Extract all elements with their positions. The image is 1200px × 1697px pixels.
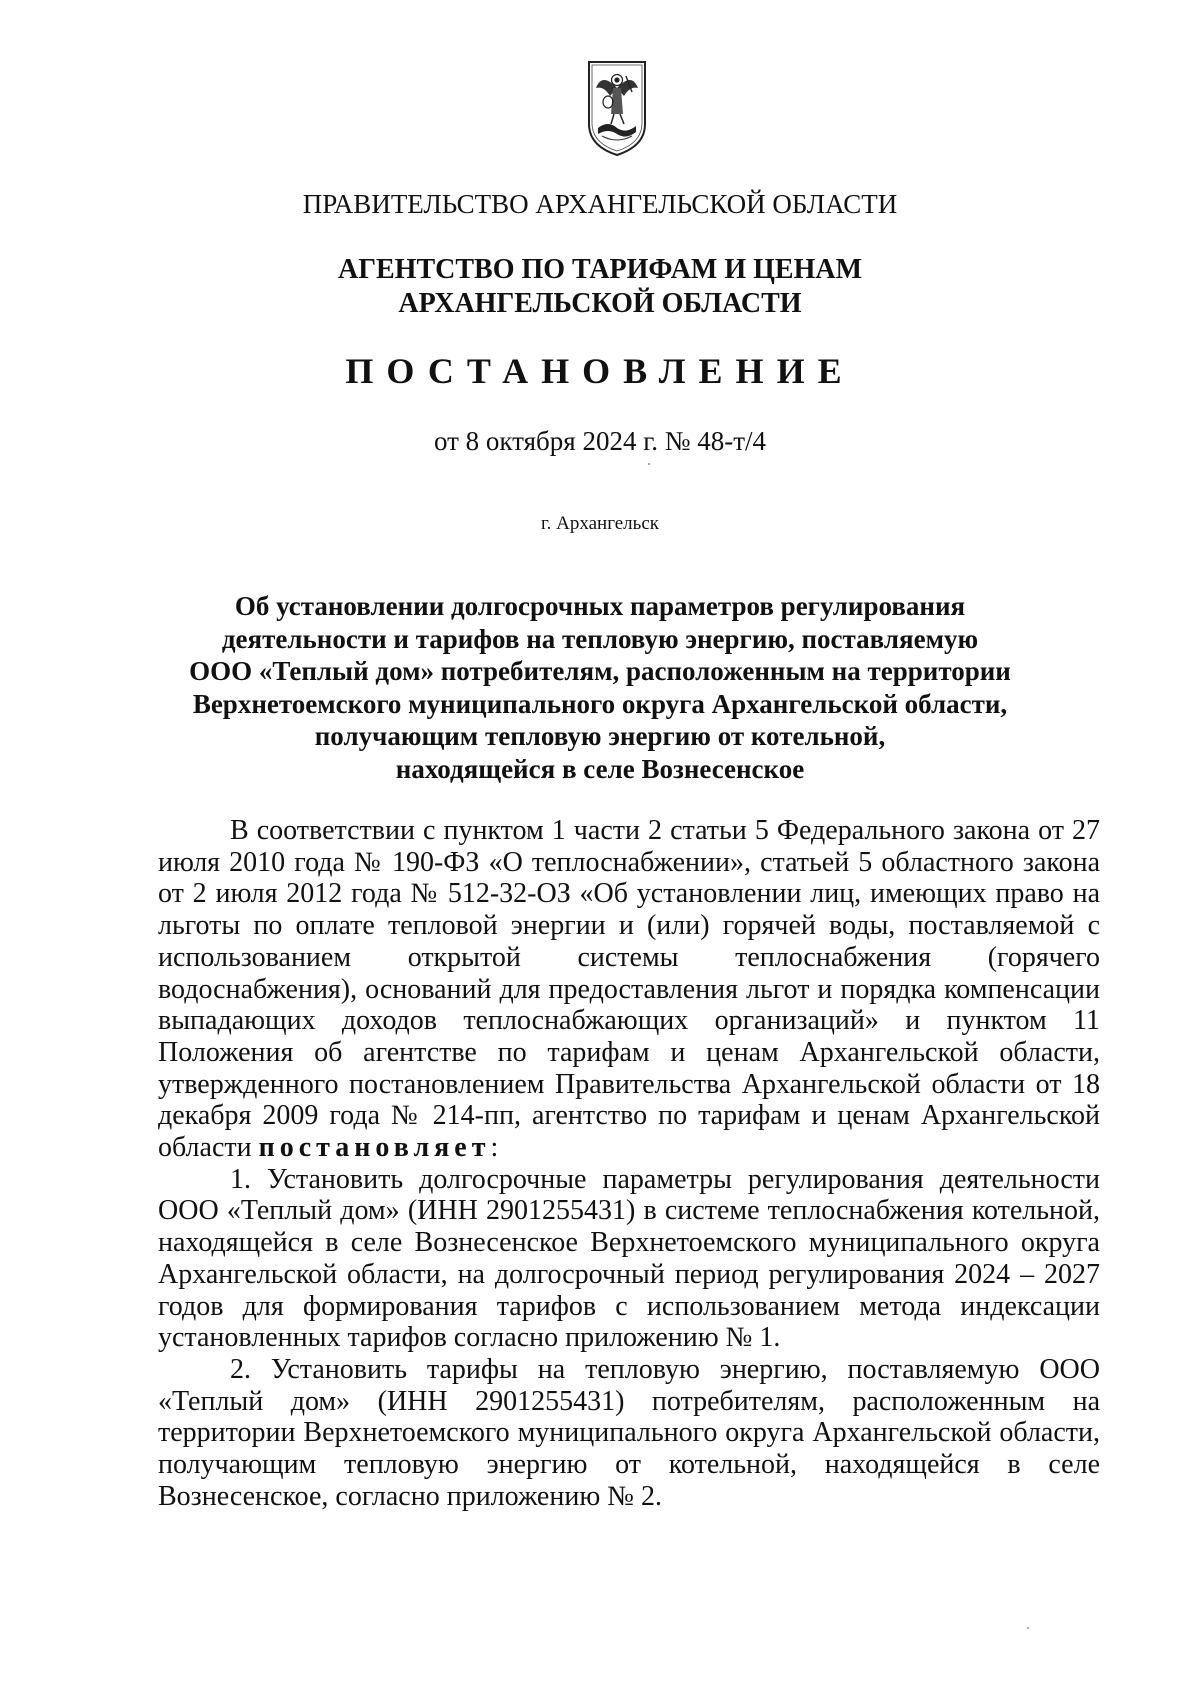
coat-of-arms-icon xyxy=(586,58,648,158)
item-1-paragraph: 1. Установить долгосрочные параметры регулирования деятельности ООО «Теплый дом» (ИНН 2901255431) в системе теплоснабжения котельной, находящейся в селе Вознесенское Верхнетоемского муниципального округа Архангельской области, на долгосрочный период регулирования 2024 – 2027 годов для формирования тарифов с использованием метода индексации установленных тарифов согласно приложению № 1. xyxy=(158,1163,1100,1354)
subject-line: деятельности и тарифов на тепловую энергию, поставляемую xyxy=(221,623,979,654)
agency-name xyxy=(0,253,1200,321)
item-2-paragraph: 2. Установить тарифы на тепловую энергию, поставляемую ООО «Теплый дом» (ИНН 2901255431) потребителям, расположенным на территории Верхнетоемского муниципального округа Архангельской области, получающим тепловую энергию от котельной, находящейся в селе Вознесенское, согласно приложению № 2. xyxy=(158,1353,1100,1512)
subject-line: ООО «Теплый дом» потребителям, расположенным на территории xyxy=(189,656,1011,687)
subject-line: Об установлении долгосрочных параметров регулирования xyxy=(234,591,966,621)
government-name: ПРАВИТЕЛЬСТВО АРХАНГЕЛЬСКОЙ ОБЛАСТИ xyxy=(302,189,898,219)
document-subject xyxy=(150,590,1050,786)
agency-name-line: АГЕНТСТВО ПО ТАРИФАМ И ЦЕНАМ xyxy=(337,254,863,285)
resolves-word: постановляет xyxy=(258,1132,491,1164)
scan-speck xyxy=(648,463,650,465)
preamble-paragraph xyxy=(158,815,1100,1164)
document-type: ПОСТАНОВЛЕНИЕ xyxy=(345,351,855,391)
agency-name-line: АРХАНГЕЛЬСКОЙ ОБЛАСТИ xyxy=(398,288,802,319)
document-date-number: от 8 октября 2024 г. № 48-т/4 xyxy=(433,426,767,456)
subject-line: находящейся в селе Вознесенское xyxy=(395,753,805,784)
resolves-colon: : xyxy=(490,1132,499,1164)
subject-line: получающим тепловую энергию от котельной, xyxy=(314,721,886,752)
preamble-text: В соответствии с пунктом 1 части 2 статьи 5 Федерального закона от 27 июля 2010 года № 190-ФЗ «О теплоснабжении», статьей 5 областного закона от 2 июля 2012 года № 512-32-ОЗ «Об установлении лиц, имеющих право на льготы по оплате тепловой энергии и (или) горячей воды, поставляемой с использованием открытой системы теплоснабжения (горячего водоснабжения), оснований для предоставления льгот и порядка компенсации выпадающих доходов теплоснабжающих организаций» и пунктом 11 Положения об агентстве по тарифам и ценам Архангельской области, утвержденного постановлением Правительства Архангельской области от 18 декабря 2009 года № 214-пп, агентство по тарифам и ценам Архангельской области xyxy=(158,815,1100,1164)
document-body xyxy=(158,815,1100,1512)
subject-line: Верхнетоемского муниципального округа Архангельской области, xyxy=(192,688,1008,719)
scan-speck xyxy=(1027,1627,1029,1629)
document-city: г. Архангельск xyxy=(540,513,659,534)
